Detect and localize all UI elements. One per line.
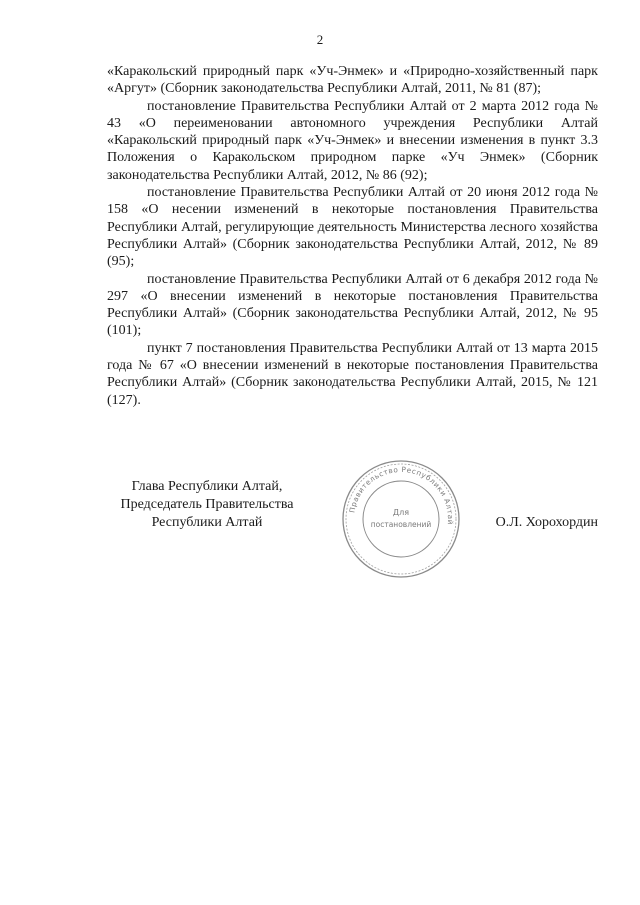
signatory-title-line: Председатель Правительства <box>120 497 294 512</box>
stamp-center-text: Для <box>392 508 410 517</box>
paragraph-item: постановление Правительства Республики Алтай от 2 марта 2012 года № 43 «О переименовании автономного учреждения Республики Алтай «Каракольский природный парк «Уч-Энмек» и внесении изменения в пункт 3.3 Положения о Каракольском природном парке «Уч Энмек» (Сборник законодательства Республики Алтай, 2012, № 86 (92); <box>107 98 598 183</box>
signatory-title <box>107 478 307 532</box>
paragraph-item: пункт 7 постановления Правительства Республики Алтай от 13 марта 2015 года № 67 «О внесении изменений в некоторые постановления Правительства Республики Алтай» (Сборник законодательства Республики Алтай, 2015, № 121 (127). <box>107 340 598 408</box>
stamp-ring-text: Правительство Республики Алтай <box>347 464 456 526</box>
signatory-name: О.Л. Хорохордин <box>495 515 598 530</box>
paragraph-continuation: «Каракольский природный парк «Уч-Энмек» и «Природно-хозяйственный парк «Аргут» (Сборник законодательства Республики Алтай, 2011, № 81 (87); <box>107 64 598 97</box>
official-seal-stamp <box>338 456 464 582</box>
signatory-title-line: Глава Республики Алтай, <box>131 479 283 494</box>
signatory-title-line: Республики Алтай <box>151 515 263 530</box>
document-body <box>107 63 598 409</box>
paragraph-item: постановление Правительства Республики Алтай от 6 декабря 2012 года № 297 «О внесении изменений в некоторые постановления Правительства Республики Алтай» (Сборник законодательства Республики Алтай, 2012, № 95 (101); <box>107 271 598 339</box>
paragraph-item: постановление Правительства Республики Алтай от 20 июня 2012 года № 158 «О несении изменений в некоторые постановления Правительства Республики Алтай, регулирующие деятельность Министерства лесного хозяйства Республики Алтай» (Сборник законодательства Республики Алтай, 2012, № 89 (95); <box>107 185 598 270</box>
page-number: 2 <box>316 32 324 47</box>
stamp-center-text: постановлений <box>370 520 432 529</box>
